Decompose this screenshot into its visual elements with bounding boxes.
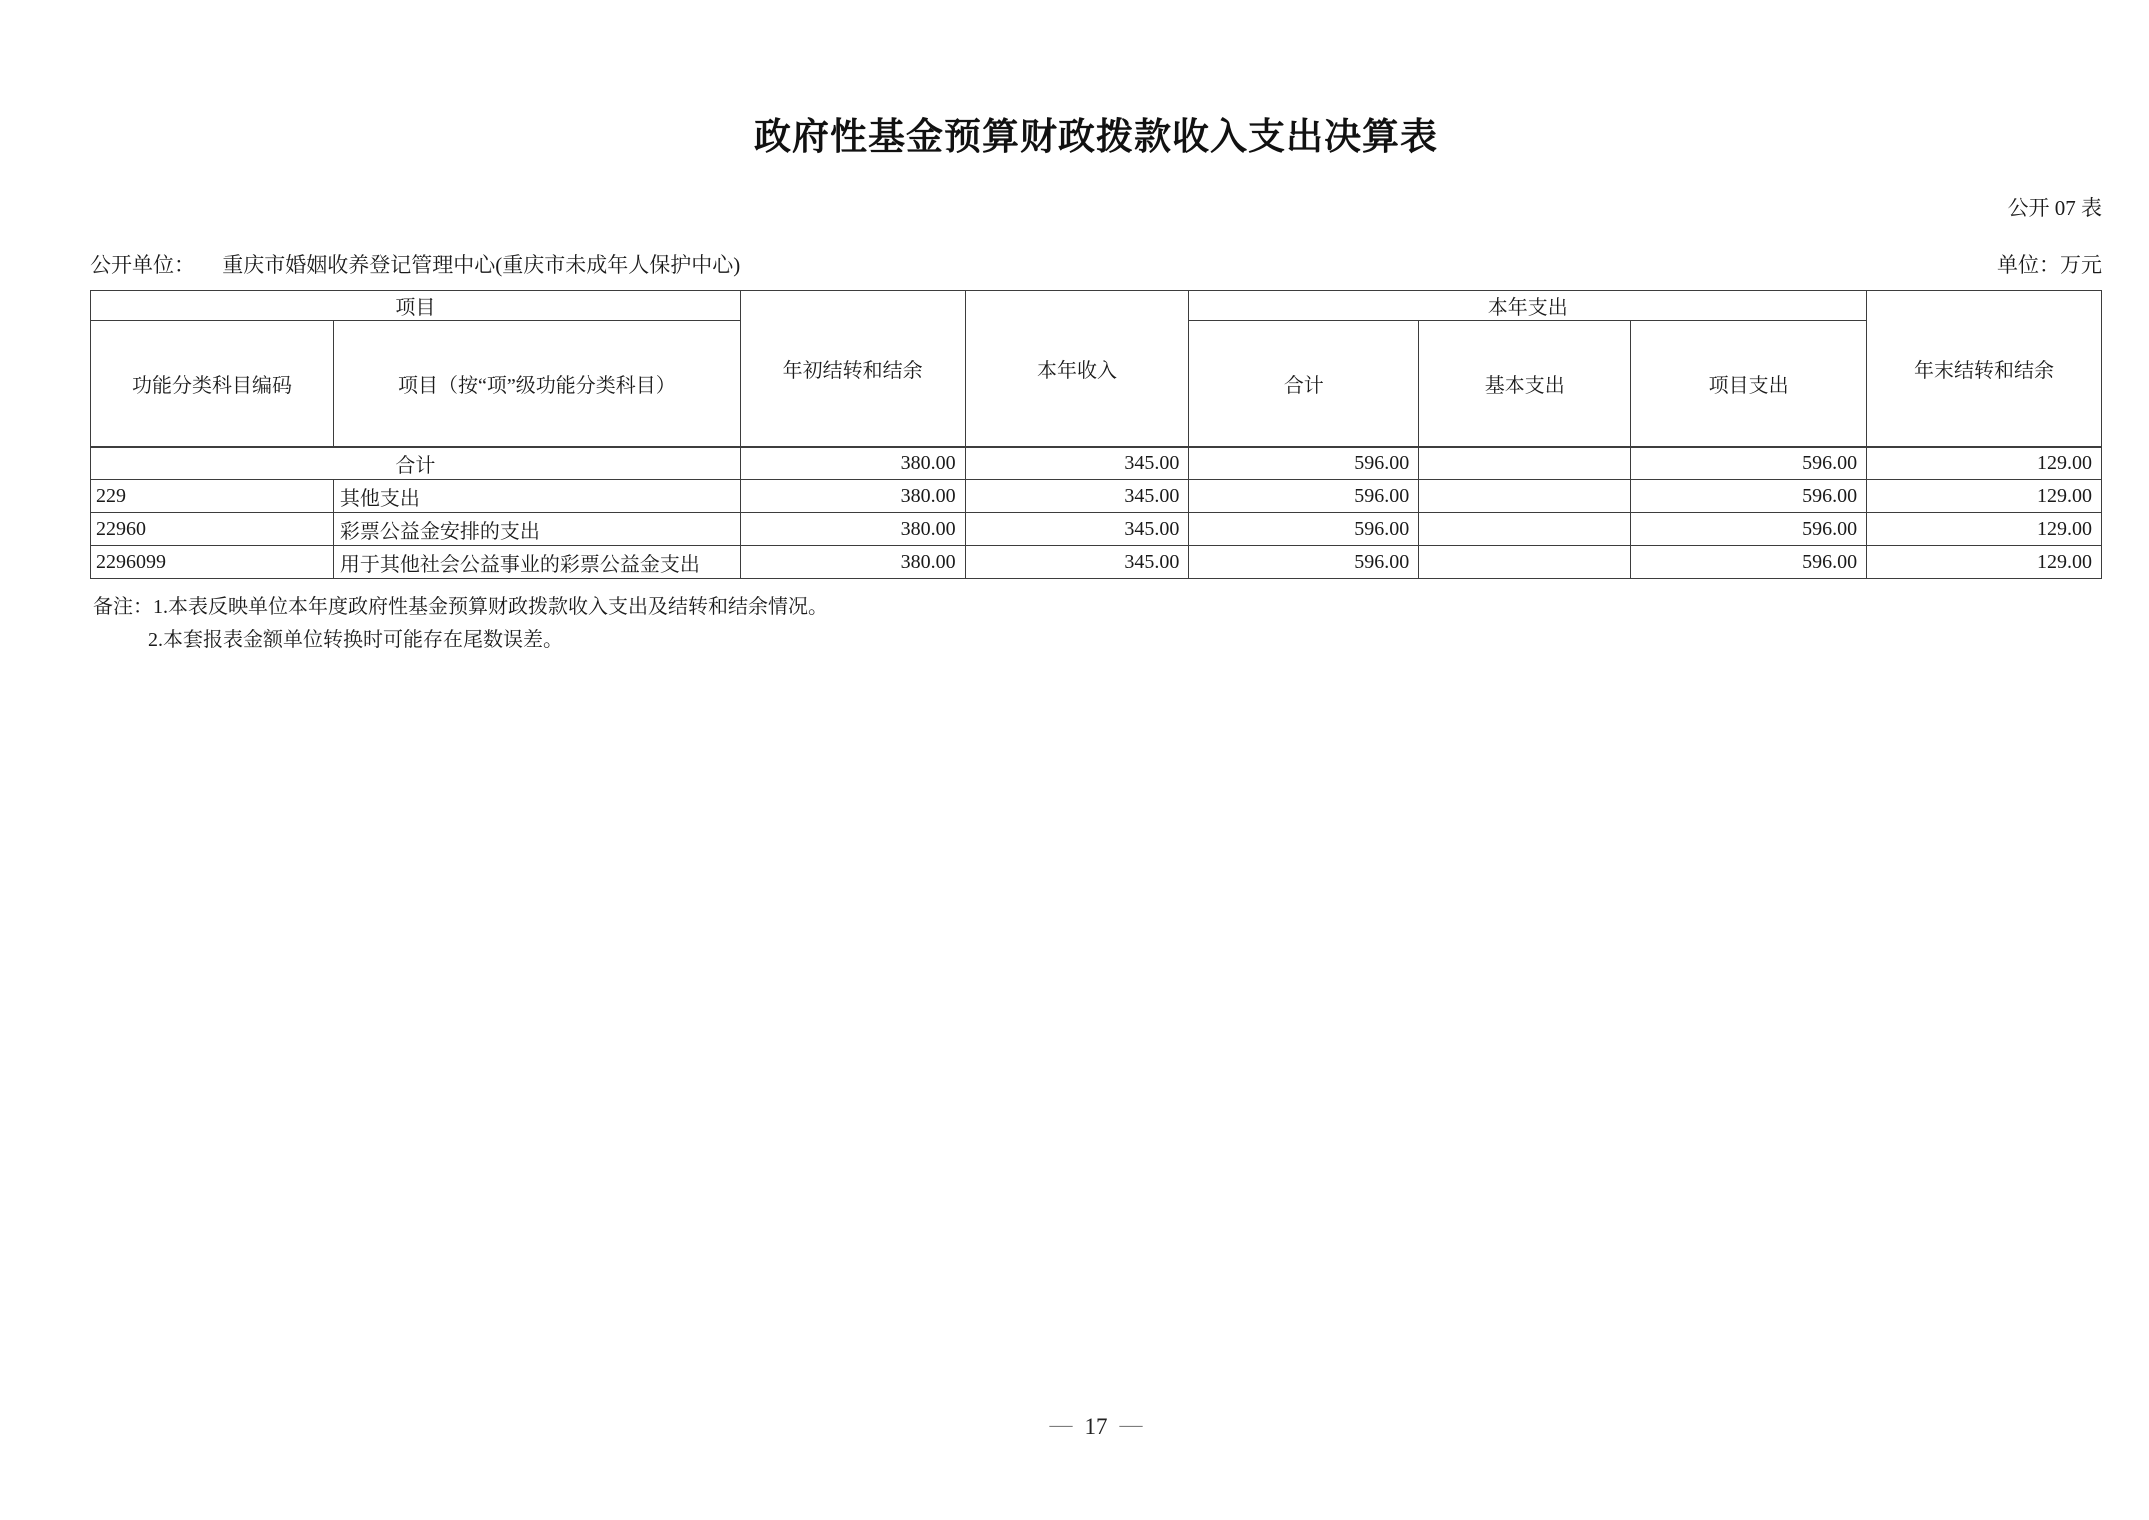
footnote-text-2: 2.本套报表金额单位转换时可能存在尾数误差。 (148, 629, 563, 651)
cell-expense-total: 596.00 (1189, 513, 1419, 546)
cell-current-income: 345.00 (965, 447, 1189, 480)
cell-project-expense: 596.00 (1631, 546, 1867, 579)
page-number (90, 1414, 2102, 1440)
public-org-label: 公开单位： (90, 253, 195, 277)
cell-project-expense: 596.00 (1631, 480, 1867, 513)
header-current-income: 本年收入 (965, 291, 1189, 447)
footnotes (93, 591, 828, 657)
cell-total-label: 合计 (91, 447, 741, 480)
cell-expense-total: 596.00 (1189, 546, 1419, 579)
header-expense-group: 本年支出 (1189, 291, 1867, 321)
cell-basic-expense (1419, 480, 1631, 513)
fund-budget-table (90, 290, 2102, 579)
header-expense-total: 合计 (1189, 321, 1419, 447)
page-number-left-dash: — (1049, 1412, 1073, 1437)
header-project-col: 项目（按“项”级功能分类科目） (333, 321, 740, 447)
footnote-label: 备注： (93, 596, 153, 618)
footnote-line-1 (93, 591, 828, 624)
cell-current-income: 345.00 (965, 546, 1189, 579)
public-org-name: 重庆市婚姻收养登记管理中心(重庆市未成年人保护中心) (222, 253, 741, 277)
cell-project-name: 其他支出 (333, 480, 740, 513)
cell-basic-expense (1419, 513, 1631, 546)
table-row (91, 513, 2102, 546)
cell-beginning-balance: 380.00 (740, 513, 965, 546)
cell-project-name: 彩票公益金安排的支出 (333, 513, 740, 546)
cell-expense-total: 596.00 (1189, 480, 1419, 513)
table-row-total (91, 447, 2102, 480)
table-row (91, 480, 2102, 513)
cell-function-code: 2296099 (91, 546, 334, 579)
page-number-value: 17 (1084, 1414, 1108, 1439)
cell-project-expense: 596.00 (1631, 447, 1867, 480)
page-title: 政府性基金预算财政拨款收入支出决算表 (754, 117, 1438, 158)
cell-ending-balance: 129.00 (1867, 480, 2102, 513)
cell-project-name: 用于其他社会公益事业的彩票公益金支出 (333, 546, 740, 579)
header-row-groups (91, 291, 2102, 321)
public-org-line (90, 249, 740, 279)
cell-project-expense: 596.00 (1631, 513, 1867, 546)
cell-beginning-balance: 380.00 (740, 480, 965, 513)
header-beginning-balance: 年初结转和结余 (740, 291, 965, 447)
cell-ending-balance: 129.00 (1867, 447, 2102, 480)
table-code-label: 公开 07 表 (2007, 196, 2102, 220)
header-basic-expense: 基本支出 (1419, 321, 1631, 447)
page-number-right-dash: — (1119, 1412, 1143, 1437)
cell-function-code: 229 (91, 480, 334, 513)
table-row (91, 546, 2102, 579)
footnote-text-1: 1.本表反映单位本年度政府性基金预算财政拨款收入支出及结转和结余情况。 (153, 596, 828, 618)
cell-basic-expense (1419, 447, 1631, 480)
currency-unit-label: 单位：万元 (1997, 253, 2102, 277)
header-project-group: 项目 (91, 291, 741, 321)
cell-current-income: 345.00 (965, 513, 1189, 546)
footnote-line-2 (93, 624, 828, 657)
meta-row (90, 249, 2102, 279)
cell-ending-balance: 129.00 (1867, 546, 2102, 579)
cell-beginning-balance: 380.00 (740, 447, 965, 480)
cell-ending-balance: 129.00 (1867, 513, 2102, 546)
cell-basic-expense (1419, 546, 1631, 579)
cell-function-code: 22960 (91, 513, 334, 546)
header-project-expense: 项目支出 (1631, 321, 1867, 447)
cell-expense-total: 596.00 (1189, 447, 1419, 480)
header-ending-balance: 年末结转和结余 (1867, 291, 2102, 447)
cell-beginning-balance: 380.00 (740, 546, 965, 579)
header-code-col: 功能分类科目编码 (91, 321, 334, 447)
cell-current-income: 345.00 (965, 480, 1189, 513)
